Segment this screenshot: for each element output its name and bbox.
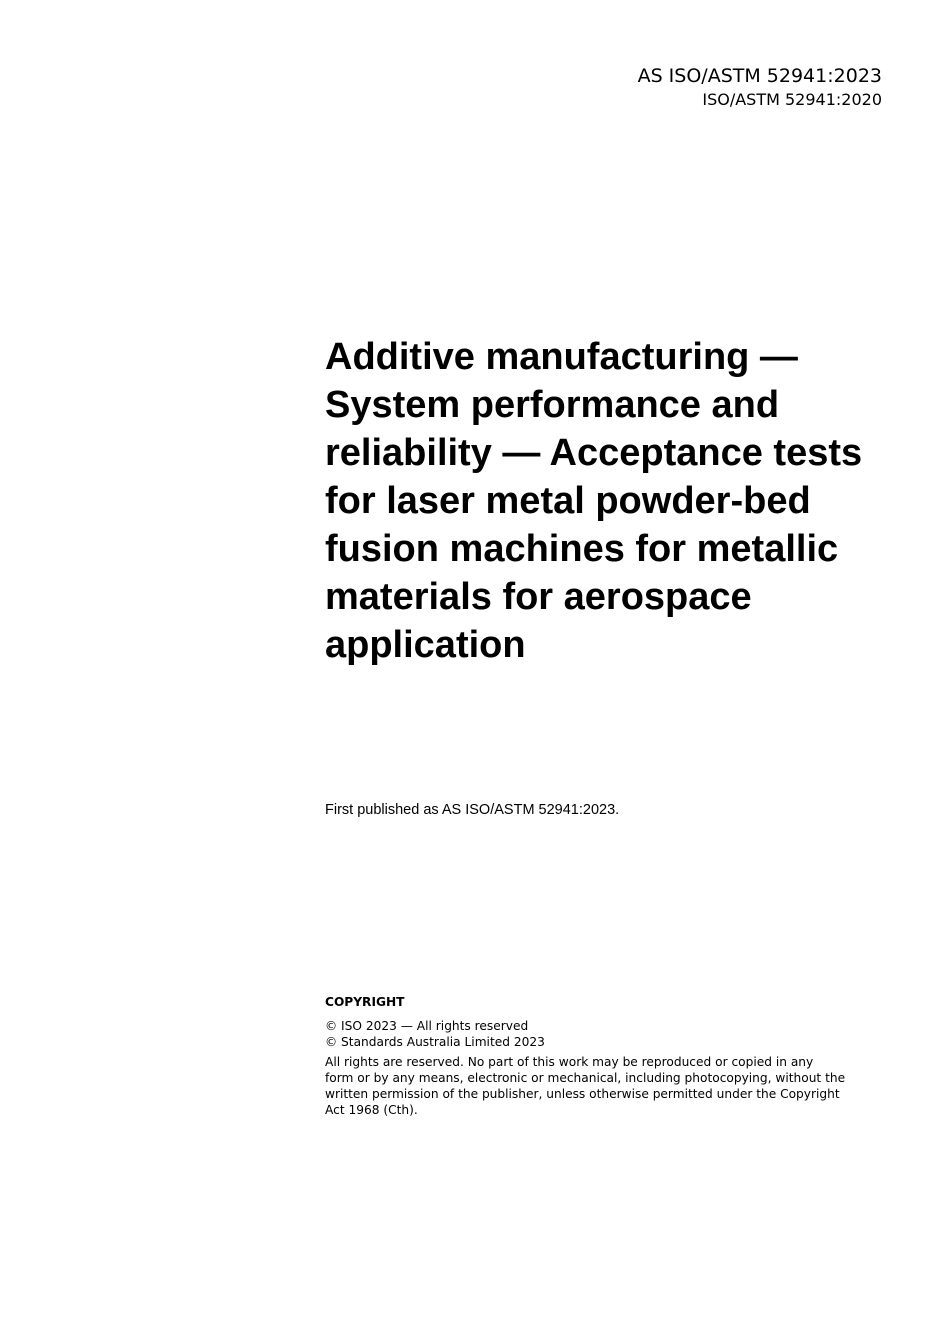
title-line: Additive manufacturing — (325, 336, 798, 378)
document-title (325, 333, 885, 669)
copyright-block (325, 994, 865, 1118)
title-line: materials for aerospace (325, 576, 752, 618)
standard-number-secondary: ISO/ASTM 52941:2020 (702, 90, 882, 109)
standard-number-block (638, 64, 882, 111)
title-line: fusion machines for metallic (325, 528, 839, 570)
title-block (325, 333, 885, 669)
rights-line: Act 1968 (Cth). (325, 1103, 418, 1117)
copyright-holder-iso: © ISO 2023 — All rights reserved (325, 1019, 529, 1033)
copyright-holder-standards-australia: © Standards Australia Limited 2023 (325, 1035, 545, 1049)
title-line: System performance and (325, 384, 780, 426)
standard-number-primary: AS ISO/ASTM 52941:2023 (637, 65, 882, 87)
copyright-heading: COPYRIGHT (325, 995, 405, 1009)
title-line: reliability — Acceptance tests (325, 432, 863, 474)
rights-line: All rights are reserved. No part of this work may be reproduced or copied in any (325, 1055, 814, 1069)
publication-note: First published as AS ISO/ASTM 52941:2023. (325, 802, 620, 818)
title-line: application (325, 624, 526, 666)
title-line: for laser metal powder-bed (325, 480, 811, 522)
rights-line: written permission of the publisher, unless otherwise permitted under the Copyright (325, 1087, 840, 1101)
rights-line: form or by any means, electronic or mechanical, including photocopying, without the (325, 1071, 846, 1085)
rights-statement (325, 1054, 865, 1118)
